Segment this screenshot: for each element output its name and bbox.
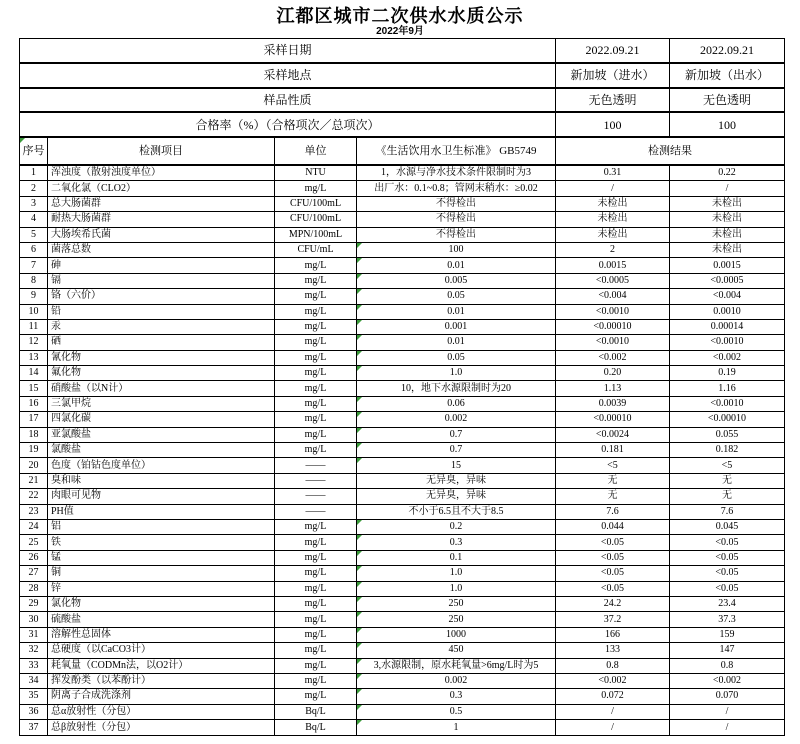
cell-item: 耗氧量（CODMn法，以O2计） [48, 659, 275, 673]
table-row [20, 366, 784, 381]
cell-result-outlet: / [725, 705, 729, 717]
cell-standard: 0.002 [357, 674, 556, 688]
cell-item: 硫酸盐 [48, 612, 275, 626]
cell-unit: CFU/100mL [275, 197, 357, 211]
cell-result-inlet: 2 [556, 243, 670, 257]
cell-unit: CFU/100mL [275, 212, 357, 226]
cell-standard: 1.0 [357, 566, 556, 580]
table-row [20, 582, 784, 597]
cell-seq: 25 [20, 535, 48, 549]
table-row [20, 551, 784, 566]
cell-seq: 28 [20, 582, 48, 596]
cell-standard: 0.001 [357, 320, 556, 334]
cell-result-inlet: <0.05 [556, 551, 670, 565]
cell-result-inlet: 0.20 [556, 366, 670, 380]
cell-result-inlet: <0.0010 [556, 335, 670, 349]
table-row [20, 443, 784, 458]
cell-item: 硝酸盐（以N计） [48, 381, 275, 395]
cell-unit: mg/L [275, 659, 357, 673]
cell-standard: 3,水源限制，原水耗氧量>6mg/L时为5 [357, 659, 556, 673]
cell-seq: 34 [20, 674, 48, 688]
cell-standard: 450 [357, 643, 556, 657]
cell-unit: mg/L [275, 289, 357, 303]
cell-standard: 不得检出 [357, 228, 556, 242]
cell-standard: 无异臭，异味 [357, 474, 556, 488]
cell-seq: 14 [20, 366, 48, 380]
cell-item: 铅 [48, 305, 275, 319]
cell-result-outlet: / [725, 721, 729, 733]
table-row [20, 674, 784, 689]
cell-unit: mg/L [275, 597, 357, 611]
meta-label: 采样地点 [20, 64, 556, 87]
cell-seq: 15 [20, 381, 48, 395]
cell-unit: mg/L [275, 443, 357, 457]
cell-unit: —— [275, 474, 357, 488]
table-row [20, 566, 784, 581]
cell-seq: 4 [20, 212, 48, 226]
cell-result-inlet: 0.8 [556, 659, 670, 673]
cell-standard: 0.05 [357, 289, 556, 303]
cell-seq: 12 [20, 335, 48, 349]
cell-item: 砷 [48, 258, 275, 272]
cell-result-outlet: 无 [722, 490, 732, 502]
cell-seq: 30 [20, 612, 48, 626]
cell-seq: 16 [20, 397, 48, 411]
cell-seq: 13 [20, 351, 48, 365]
meta-value-inlet: 新加坡（进水） [556, 64, 670, 87]
cell-seq: 24 [20, 520, 48, 534]
table-row [20, 458, 784, 473]
cell-standard: 0.7 [357, 443, 556, 457]
cell-result-inlet: <0.00010 [556, 412, 670, 426]
cell-unit: mg/L [275, 612, 357, 626]
cell-seq: 3 [20, 197, 48, 211]
cell-result-inlet: <0.002 [556, 351, 670, 365]
cell-seq: 35 [20, 689, 48, 703]
cell-standard: 1，水源与净水技术条件限制时为3 [357, 166, 556, 180]
cell-item: 三氯甲烷 [48, 397, 275, 411]
cell-standard: 100 [357, 243, 556, 257]
cell-standard: 1.0 [357, 582, 556, 596]
table-row [20, 305, 784, 320]
cell-seq: 36 [20, 705, 48, 719]
cell-unit: mg/L [275, 551, 357, 565]
cell-unit: mg/L [275, 535, 357, 549]
cell-unit: mg/L [275, 335, 357, 349]
cell-result-outlet: / [725, 182, 729, 194]
cell-seq: 1 [20, 166, 48, 180]
cell-unit: mg/L [275, 181, 357, 195]
cell-result-inlet: 37.2 [556, 612, 670, 626]
cell-standard: 0.01 [357, 305, 556, 319]
table-row [20, 489, 784, 504]
cell-unit: mg/L [275, 381, 357, 395]
cell-item: 铬（六价） [48, 289, 275, 303]
table-row [20, 705, 784, 720]
cell-unit: mg/L [275, 628, 357, 642]
cell-seq: 20 [20, 458, 48, 472]
cell-seq: 11 [20, 320, 48, 334]
water-quality-table [19, 38, 785, 736]
cell-standard: 0.01 [357, 335, 556, 349]
meta-label: 样品性质 [20, 89, 556, 112]
cell-unit: Bq/L [275, 720, 357, 735]
cell-seq: 26 [20, 551, 48, 565]
cell-unit: Bq/L [275, 705, 357, 719]
cell-seq: 9 [20, 289, 48, 303]
cell-standard: 250 [357, 612, 556, 626]
table-row [20, 381, 784, 396]
cell-result-inlet: 7.6 [556, 505, 670, 519]
cell-result-inlet: 166 [556, 628, 670, 642]
meta-value-inlet: 无色透明 [556, 89, 670, 112]
table-row [20, 351, 784, 366]
table-row [20, 258, 784, 273]
table-row [20, 520, 784, 535]
cell-item: 氯酸盐 [48, 443, 275, 457]
table-row [20, 643, 784, 658]
cell-seq: 8 [20, 274, 48, 288]
cell-standard: 0.3 [357, 689, 556, 703]
cell-result-outlet: 1.16 [718, 382, 736, 394]
cell-standard: 0.5 [357, 705, 556, 719]
cell-result-inlet: 0.31 [556, 166, 670, 180]
cell-item: 硒 [48, 335, 275, 349]
meta-label: 合格率（%）（合格项次／总项次） [20, 113, 556, 136]
cell-result-outlet: <5 [721, 459, 733, 471]
table-row [20, 412, 784, 427]
cell-result-inlet: 无 [556, 474, 670, 488]
cell-item: 氯化物 [48, 597, 275, 611]
column-header-item: 检测项目 [48, 138, 275, 164]
cell-seq: 19 [20, 443, 48, 457]
cell-standard: 0.01 [357, 258, 556, 272]
cell-seq: 37 [20, 720, 48, 735]
cell-result-inlet: 未检出 [556, 197, 670, 211]
cell-standard: 1.0 [357, 366, 556, 380]
cell-standard: 不得检出 [357, 212, 556, 226]
cell-standard: 0.3 [357, 535, 556, 549]
cell-result-inlet: 未检出 [556, 212, 670, 226]
meta-value-outlet: 无色透明 [702, 92, 751, 107]
table-row [20, 535, 784, 550]
table-row [20, 689, 784, 704]
meta-section [20, 39, 784, 138]
cell-result-outlet: 0.182 [715, 444, 739, 456]
cell-result-inlet: 未检出 [556, 228, 670, 242]
cell-item: 锌 [48, 582, 275, 596]
cell-result-outlet: <0.05 [715, 567, 739, 579]
cell-result-outlet: 0.0010 [713, 305, 741, 317]
table-row [20, 274, 784, 289]
cell-item: 臭和味 [48, 474, 275, 488]
cell-result-outlet: <0.0005 [710, 274, 744, 286]
cell-result-inlet: 1.13 [556, 381, 670, 395]
cell-item: 总大肠菌群 [48, 197, 275, 211]
cell-result-outlet: <0.05 [715, 551, 739, 563]
table-row [20, 659, 784, 674]
cell-unit: mg/L [275, 412, 357, 426]
cell-result-inlet: 0.0039 [556, 397, 670, 411]
cell-unit: mg/L [275, 258, 357, 272]
cell-result-outlet: 未检出 [712, 197, 742, 209]
cell-seq: 27 [20, 566, 48, 580]
cell-unit: mg/L [275, 520, 357, 534]
cell-item: 总α放射性（分包） [48, 705, 275, 719]
table-row [20, 320, 784, 335]
cell-result-inlet: 无 [556, 489, 670, 503]
cell-result-outlet: 未检出 [712, 228, 742, 240]
table-row [20, 505, 784, 520]
cell-result-outlet: <0.0010 [710, 336, 744, 348]
cell-standard: 出厂水：0.1~0.8；管网末稍水：≥0.02 [357, 181, 556, 195]
table-row [20, 289, 784, 304]
column-header-unit: 单位 [275, 138, 357, 164]
cell-seq: 5 [20, 228, 48, 242]
cell-item: 汞 [48, 320, 275, 334]
cell-item: 肉眼可见物 [48, 489, 275, 503]
table-row [20, 228, 784, 243]
table-row [20, 720, 784, 735]
meta-value-outlet: 2022.09.21 [700, 43, 754, 58]
cell-item: 四氯化碳 [48, 412, 275, 426]
cell-result-inlet: 24.2 [556, 597, 670, 611]
cell-result-outlet: 0.0015 [713, 259, 741, 271]
cell-standard: 250 [357, 597, 556, 611]
column-header-seq: 序号 [20, 138, 48, 164]
cell-item: 铁 [48, 535, 275, 549]
cell-standard: 无异臭，异味 [357, 489, 556, 503]
cell-item: 阴离子合成洗涤剂 [48, 689, 275, 703]
cell-item: PH值 [48, 505, 275, 519]
meta-row [20, 113, 784, 138]
cell-unit: —— [275, 505, 357, 519]
cell-result-outlet: 0.22 [718, 167, 736, 179]
cell-unit: mg/L [275, 643, 357, 657]
cell-seq: 7 [20, 258, 48, 272]
cell-result-inlet: <0.00010 [556, 320, 670, 334]
cell-result-outlet: <0.00010 [707, 413, 747, 425]
cell-item: 总硬度（以CaCO3计） [48, 643, 275, 657]
cell-item: 浑浊度（散射浊度单位） [48, 166, 275, 180]
cell-result-inlet: 0.181 [556, 443, 670, 457]
cell-result-inlet: 0.072 [556, 689, 670, 703]
cell-result-outlet: 159 [719, 628, 735, 640]
cell-result-inlet: <0.05 [556, 566, 670, 580]
meta-row [20, 89, 784, 114]
cell-result-outlet: 未检出 [712, 213, 742, 225]
cell-unit: mg/L [275, 397, 357, 411]
cell-standard: 0.7 [357, 428, 556, 442]
meta-row [20, 39, 784, 64]
cell-seq: 32 [20, 643, 48, 657]
cell-standard: 不得检出 [357, 197, 556, 211]
cell-result-outlet: 7.6 [720, 505, 734, 517]
cell-item: 大肠埃希氏菌 [48, 228, 275, 242]
cell-result-outlet: 0.070 [715, 690, 739, 702]
meta-value-inlet: 2022.09.21 [556, 39, 670, 62]
table-row [20, 397, 784, 412]
cell-result-inlet: / [556, 720, 670, 735]
cell-result-outlet: <0.002 [712, 351, 742, 363]
table-row [20, 212, 784, 227]
cell-seq: 21 [20, 474, 48, 488]
cell-result-inlet: <0.0024 [556, 428, 670, 442]
cell-unit: mg/L [275, 566, 357, 580]
cell-result-outlet: <0.05 [715, 536, 739, 548]
cell-result-outlet: <0.05 [715, 582, 739, 594]
cell-item: 耐热大肠菌群 [48, 212, 275, 226]
cell-unit: MPN/100mL [275, 228, 357, 242]
cell-unit: mg/L [275, 351, 357, 365]
cell-standard: 不小于6.5且不大于8.5 [357, 505, 556, 519]
cell-result-inlet: 0.0015 [556, 258, 670, 272]
cell-result-outlet: 0.045 [715, 521, 739, 533]
cell-result-inlet: <0.0010 [556, 305, 670, 319]
cell-item: 铝 [48, 520, 275, 534]
cell-result-outlet: 无 [722, 475, 732, 486]
meta-row [20, 64, 784, 89]
cell-item: 氟化物 [48, 366, 275, 380]
cell-item: 二氧化氯（CLO2） [48, 181, 275, 195]
cell-standard: 0.002 [357, 412, 556, 426]
cell-result-outlet: <0.0010 [710, 398, 744, 410]
cell-standard: 0.2 [357, 520, 556, 534]
cell-result-outlet: 未检出 [712, 244, 742, 256]
cell-result-outlet: 23.4 [718, 598, 736, 610]
cell-unit: mg/L [275, 674, 357, 688]
cell-item: 溶解性总固体 [48, 628, 275, 642]
meta-label: 采样日期 [20, 39, 556, 62]
meta-value-inlet: 100 [556, 113, 670, 136]
cell-result-outlet: <0.004 [712, 290, 742, 302]
cell-unit: mg/L [275, 305, 357, 319]
cell-seq: 31 [20, 628, 48, 642]
cell-seq: 6 [20, 243, 48, 257]
table-row [20, 428, 784, 443]
page-title: 江都区城市二次供水水质公示 [276, 6, 524, 26]
cell-standard: 15 [357, 458, 556, 472]
column-header-standard: 《生活饮用水卫生标准》 GB5749 [357, 138, 556, 164]
cell-result-inlet: <5 [556, 458, 670, 472]
data-section [20, 166, 784, 735]
cell-standard: 1 [357, 720, 556, 735]
table-row [20, 335, 784, 350]
cell-unit: mg/L [275, 582, 357, 596]
cell-unit: NTU [275, 166, 357, 180]
cell-seq: 17 [20, 412, 48, 426]
cell-item: 亚氯酸盐 [48, 428, 275, 442]
column-header-result: 检测结果 [648, 144, 692, 157]
cell-item: 氰化物 [48, 351, 275, 365]
cell-standard: 0.1 [357, 551, 556, 565]
cell-unit: mg/L [275, 274, 357, 288]
cell-result-outlet: 0.19 [718, 367, 736, 379]
meta-value-outlet: 100 [718, 117, 736, 132]
cell-result-inlet: <0.0005 [556, 274, 670, 288]
cell-result-inlet: <0.002 [556, 674, 670, 688]
cell-item: 挥发酚类（以苯酚计） [48, 674, 275, 688]
table-row [20, 181, 784, 196]
cell-result-inlet: <0.004 [556, 289, 670, 303]
cell-seq: 18 [20, 428, 48, 442]
cell-result-inlet: 0.044 [556, 520, 670, 534]
cell-unit: —— [275, 458, 357, 472]
cell-seq: 2 [20, 181, 48, 195]
table-row [20, 166, 784, 181]
cell-result-inlet: 133 [556, 643, 670, 657]
cell-seq: 22 [20, 489, 48, 503]
table-row [20, 612, 784, 627]
cell-seq: 23 [20, 505, 48, 519]
cell-unit: mg/L [275, 366, 357, 380]
cell-item: 镉 [48, 274, 275, 288]
cell-unit: CFU/mL [275, 243, 357, 257]
cell-result-outlet: 0.00014 [710, 321, 744, 333]
table-row [20, 628, 784, 643]
cell-result-inlet: <0.05 [556, 582, 670, 596]
cell-result-inlet: / [556, 705, 670, 719]
cell-standard: 1000 [357, 628, 556, 642]
cell-unit: mg/L [275, 320, 357, 334]
table-row [20, 474, 784, 489]
report-month: 2022年9月 [376, 26, 424, 37]
cell-standard: 10，地下水源限制时为20 [357, 381, 556, 395]
cell-unit: mg/L [275, 689, 357, 703]
meta-value-outlet: 新加坡（出水） [684, 68, 769, 83]
table-row [20, 597, 784, 612]
cell-result-outlet: 37.3 [718, 613, 736, 625]
cell-unit: —— [275, 489, 357, 503]
cell-standard: 0.05 [357, 351, 556, 365]
cell-seq: 29 [20, 597, 48, 611]
cell-item: 铜 [48, 566, 275, 580]
table-row [20, 243, 784, 258]
cell-result-inlet: <0.05 [556, 535, 670, 549]
cell-result-inlet: / [556, 181, 670, 195]
cell-item: 菌落总数 [48, 243, 275, 257]
cell-unit: mg/L [275, 428, 357, 442]
cell-result-outlet: 0.055 [715, 428, 739, 440]
table-row [20, 197, 784, 212]
cell-item: 锰 [48, 551, 275, 565]
cell-result-outlet: 147 [719, 644, 735, 656]
cell-result-outlet: <0.002 [712, 675, 742, 687]
cell-item: 色度（铂钴色度单位） [48, 458, 275, 472]
column-header-row [20, 138, 784, 166]
cell-item: 总β放射性（分包） [48, 720, 275, 735]
cell-seq: 10 [20, 305, 48, 319]
cell-standard: 0.005 [357, 274, 556, 288]
cell-seq: 33 [20, 659, 48, 673]
cell-result-outlet: 0.8 [720, 659, 734, 671]
cell-standard: 0.06 [357, 397, 556, 411]
